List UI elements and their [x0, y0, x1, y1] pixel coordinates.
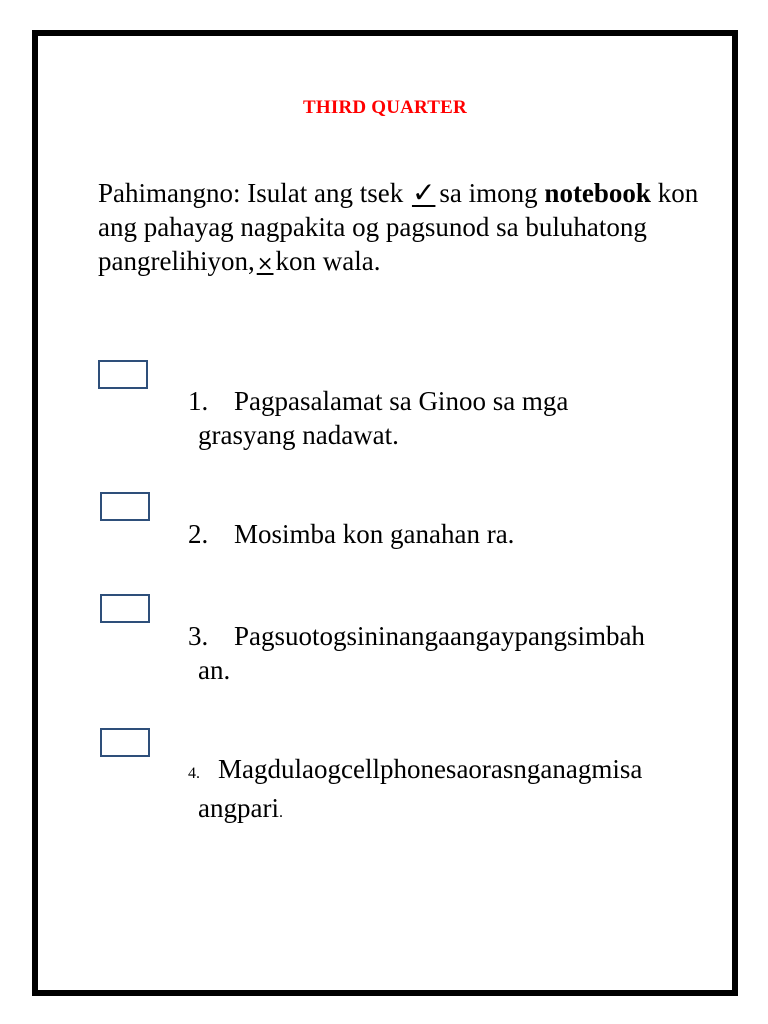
list-item-1 — [188, 384, 718, 452]
item-number: 2. — [188, 519, 209, 549]
instructions-text-2: sa imong — [439, 178, 538, 208]
item-text-line1: Mosimba kon ganahan ra. — [234, 519, 515, 549]
list-item-4 — [188, 752, 718, 830]
answer-box-3[interactable] — [100, 594, 150, 623]
item-number: 1. — [188, 386, 209, 416]
instructions-text-3: kon ang pahayag nagpakita og pagsunod sa buluhatong pangrelihiyon, — [98, 178, 699, 276]
item-text-line1: Magdulaogcellphonesaorasnganagmisa — [218, 754, 643, 784]
instructions-bold-word: notebook — [544, 178, 651, 208]
page-title: THIRD QUARTER — [303, 97, 467, 118]
instructions-text-1: Pahimangno: Isulat ang tsek — [98, 178, 410, 208]
item-text-line2-main: angpari — [198, 793, 279, 823]
worksheet-frame — [32, 30, 738, 996]
x-mark-icon: × — [256, 251, 274, 275]
answer-box-1[interactable] — [98, 360, 148, 389]
item-number: 3. — [188, 621, 209, 651]
answer-box-2[interactable] — [100, 492, 150, 521]
check-mark-icon: ✓ — [411, 176, 436, 209]
item-text-line1: Pagpasalamat sa Ginoo sa mga — [234, 386, 569, 416]
item-text-line2 — [188, 791, 718, 830]
list-item-2 — [188, 517, 718, 551]
item-text-line1: Pagsuotogsininangaangaypangsimbah — [234, 621, 645, 651]
instructions-paragraph — [98, 176, 718, 280]
answer-box-4[interactable] — [100, 728, 150, 757]
item-number: 4. — [188, 765, 200, 782]
item-text-line2: grasyang nadawat. — [198, 420, 399, 450]
instructions-text-4: kon wala. — [275, 246, 381, 276]
item-text-trailing: . — [278, 804, 283, 821]
item-text-line2: an. — [198, 655, 231, 685]
list-item-3 — [188, 619, 718, 687]
